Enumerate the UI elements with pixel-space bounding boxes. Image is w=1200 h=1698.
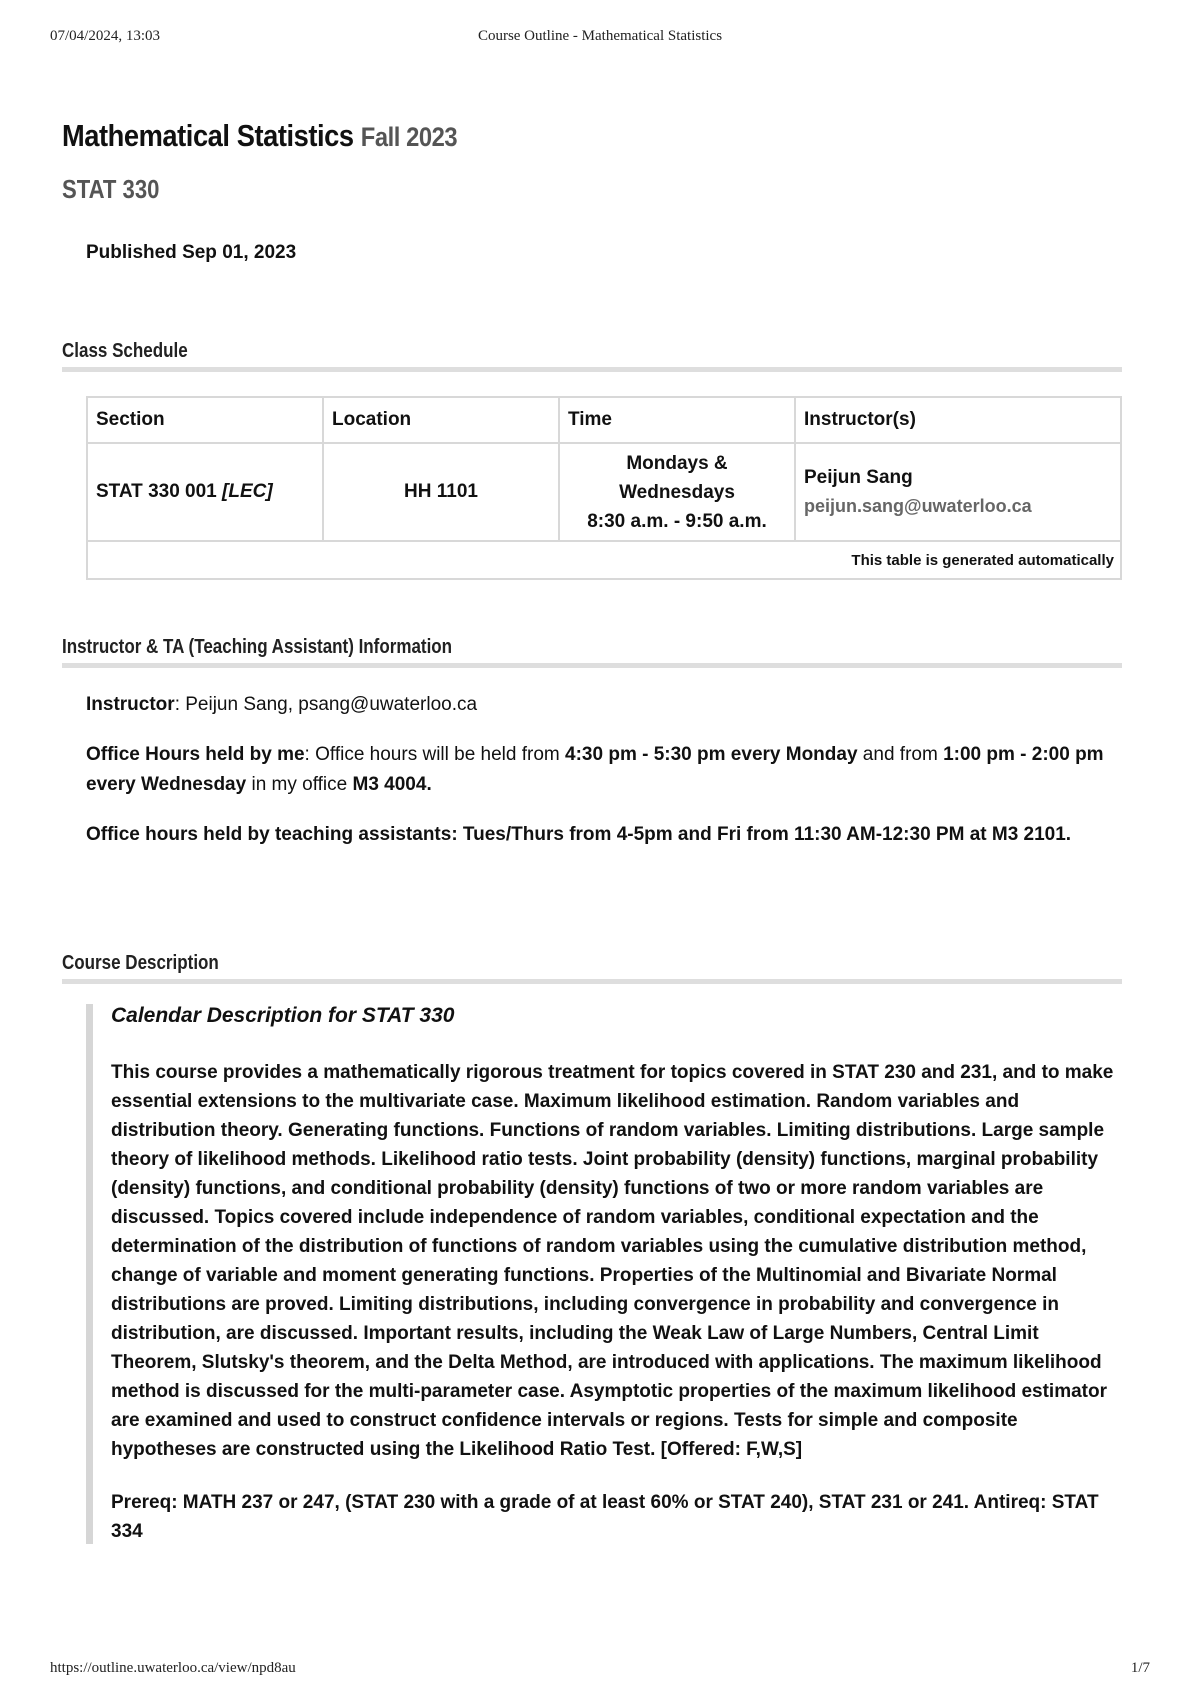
print-doc-title: Course Outline - Mathematical Statistics (477, 28, 723, 44)
class-time: 8:30 a.m. - 9:50 a.m. (587, 510, 767, 532)
page-url: https://outline.uwaterloo.ca/view/npd8au (50, 1660, 296, 1676)
office-hours-label: Office Hours held by me (86, 744, 305, 765)
instructor-line (86, 690, 1122, 720)
column-header-time: Time (559, 397, 795, 443)
office-hours-line: Office Hours held by me: Office hours will be held from 4:30 pm - 5:30 pm every Monday and from 1:00 pm - 2:00 pm every Wednesday in my office M3 4004. (86, 744, 1104, 795)
location-cell: HH 1101 (323, 443, 559, 541)
instructor-email-link[interactable]: peijun.sang@uwaterloo.ca (804, 496, 1032, 516)
course-code: STAT 330 (62, 174, 160, 204)
prerequisites: Prereq: MATH 237 or 247, (STAT 230 with a grade of at least 60% or STAT 240), STAT 231 or 241. Antireq: STAT 334 (111, 1492, 1099, 1542)
instructor-name: Peijun Sang (804, 467, 913, 488)
published-date: Published Sep 01, 2023 (86, 242, 297, 263)
table-row (87, 443, 1121, 541)
print-header (50, 28, 1150, 48)
office-hours-time-wednesday: 1:00 pm - 2:00 pm every Wednesday (86, 744, 1104, 795)
print-footer (50, 1660, 1150, 1680)
course-title: Mathematical Statistics (62, 118, 354, 153)
ta-office-hours: Office hours held by teaching assistants: Tues/Thurs from 4-5pm and Fri from 11:30 AM-12:30 PM at M3 2101. (86, 824, 1072, 845)
office-room: M3 4004. (352, 774, 432, 795)
class-schedule-heading: Class Schedule (62, 340, 1122, 372)
table-note-row (87, 541, 1121, 579)
course-description-heading: Course Description (62, 952, 1122, 984)
office-hours-time-monday: 4:30 pm - 5:30 pm every Monday (565, 744, 858, 765)
section-cell (87, 443, 323, 541)
calendar-description-block (86, 1004, 1122, 1544)
instructor-info-heading: Instructor & TA (Teaching Assistant) Information (62, 636, 1122, 668)
column-header-section: Section (87, 397, 323, 443)
time-cell (559, 443, 795, 541)
page-number: 1/7 (1130, 1660, 1150, 1676)
instructor-value: : Peijun Sang, psang@uwaterloo.ca (174, 694, 478, 715)
print-datetime: 07/04/2024, 13:03 (50, 28, 161, 44)
class-days: Mondays & Wednesdays (619, 452, 735, 503)
table-note: This table is generated automatically (87, 541, 1121, 579)
instructor-cell (795, 443, 1121, 541)
table-header-row (87, 397, 1121, 443)
instructor-label: Instructor (86, 694, 175, 715)
calendar-description-title: Calendar Description for STAT 330 (111, 1004, 455, 1027)
page-title (62, 118, 457, 154)
section-type: [LEC] (222, 481, 273, 502)
column-header-location: Location (323, 397, 559, 443)
class-schedule-table (86, 396, 1122, 580)
section-code: STAT 330 001 (96, 481, 217, 502)
course-term: Fall 2023 (360, 122, 458, 152)
column-header-instructors: Instructor(s) (795, 397, 1121, 443)
calendar-description-text: This course provides a mathematically rigorous treatment for topics covered in STAT 230 and 231, and to make essential extensions to the multivariate case. Maximum likelihood estimation. Random variables and distribution theory. Generating functions. Functions of random variables. Limiting distributions. Large sample theory of likelihood methods. Likelihood ratio tests. Joint probability (density) functions, marginal probability (density) functions, and conditional probability (density) functions of two or more random variables are discussed. Topics covered include independence of random variables, conditional expectation and the determination of the distribution of functions of random variables using the cumulative distribution method, change of variable and moment generating functions. Properties of the Multinomial and Bivariate Normal distributions are proved. Limiting distributions, including convergence in probability and convergence in distribution, are discussed. Important results, including the Weak Law of Large Numbers, Central Limit Theorem, Slutsky's theorem, and the Delta Method, are introduced with applications. The maximum likelihood method is discussed for the multi-parameter case. Asymptotic properties of the maximum likelihood estimator are examined and used to construct confidence intervals or regions. Tests for simple and composite hypotheses are constructed using the Likelihood Ratio Test. [Offered: F,W,S] (111, 1062, 1114, 1460)
